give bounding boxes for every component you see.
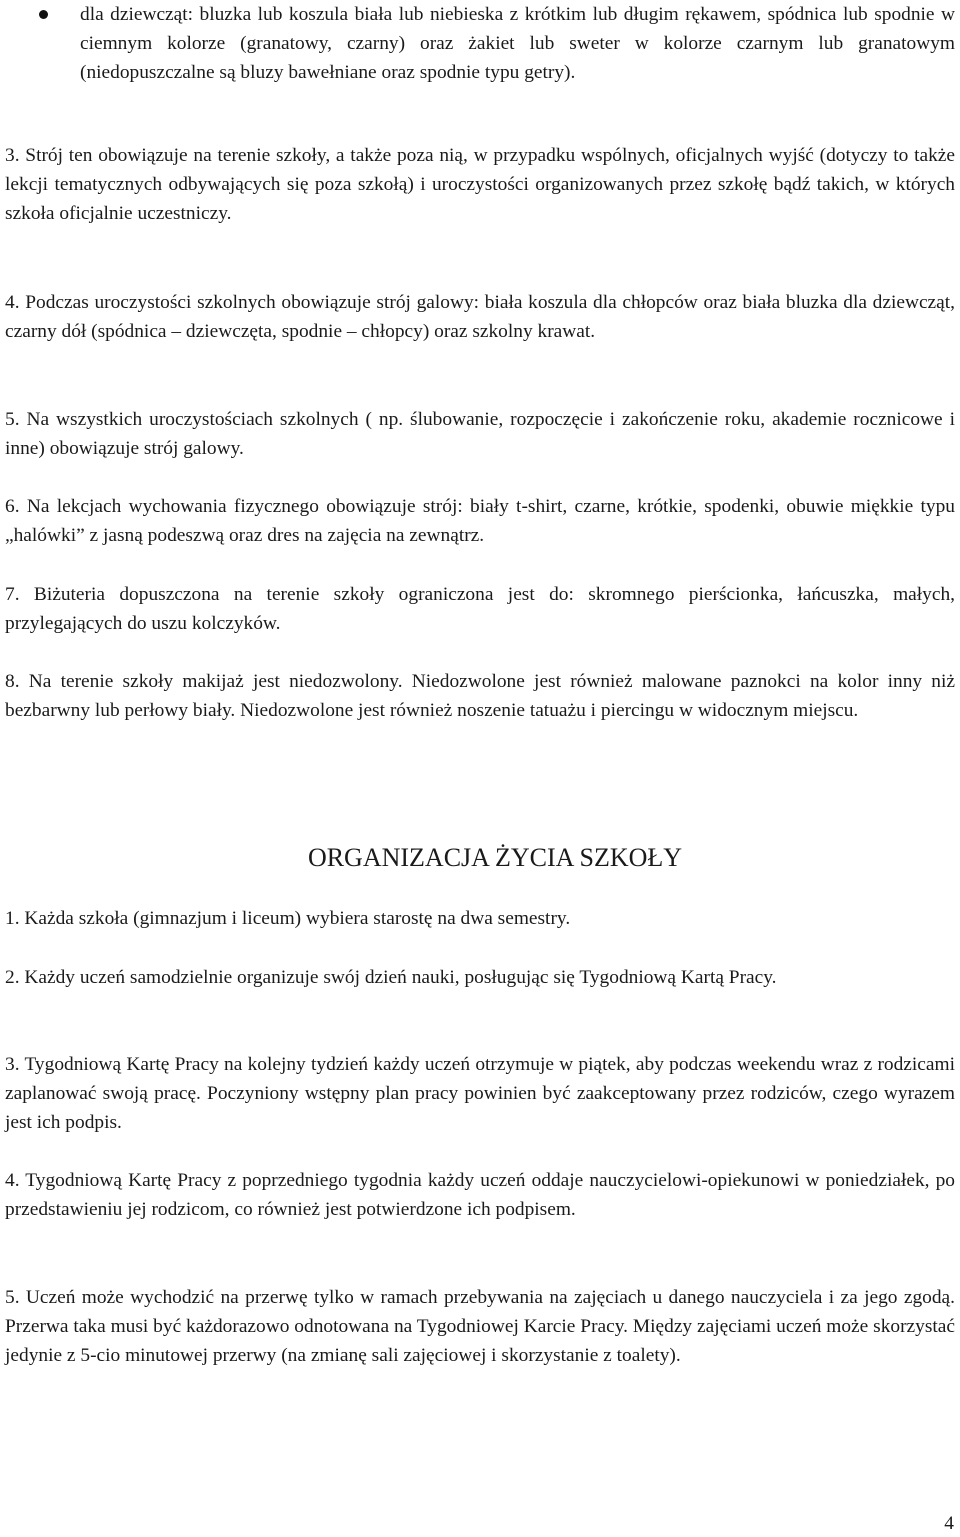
organization-rule-2: 2. Każdy uczeń samodzielnie organizuje swój dzień nauki, posługując się Tygodniową Kartą Pracy.: [5, 967, 777, 988]
organization-rule-3: 3. Tygodniową Kartę Pracy na kolejny tydzień każdy uczeń otrzymuje w piątek, aby podczas weekendu wraz z rodzicami zaplanować swoją pracę. Poczyniony wstępny plan pracy powinien być zaakceptowany przez rodziców, czego wyrazem jest ich podpis.: [5, 1054, 955, 1133]
dress-rule-4: 4. Podczas uroczystości szkolnych obowiązuje strój galowy: biała koszula dla chłopców oraz biała bluzka dla dziewcząt, czarny dół (spódnica – dziewczęta, spodnie – chłopcy) oraz szkolny krawat.: [5, 292, 955, 342]
dress-rule-3: 3. Strój ten obowiązuje na terenie szkoły, a także poza nią, w przypadku wspólnych, oficjalnych wyjść (dotyczy to także lekcji tematycznych odbywających się poza szkołą) i uroczystości organizowanych przez szkołę bądź takich, w których szkoła oficjalnie uczestniczy.: [5, 145, 955, 224]
section-heading: ORGANIZACJA ŻYCIA SZKOŁY: [307, 843, 683, 872]
bullet-icon: [39, 10, 48, 19]
page-number: 4: [944, 1513, 954, 1534]
organization-rule-1: 1. Każda szkoła (gimnazjum i liceum) wybiera starostę na dwa semestry.: [5, 908, 571, 929]
dress-rule-7: 7. Biżuteria dopuszczona na terenie szkoły ograniczona jest do: skromnego pierścionka, łańcuszka, małych, przylegających do uszu kolczyków.: [5, 584, 955, 634]
dress-rule-5: 5. Na wszystkich uroczystościach szkolnych ( np. ślubowanie, rozpoczęcie i zakończenie roku, akademie rocznicowe i inne) obowiązuje strój galowy.: [5, 409, 955, 459]
organization-rule-5: 5. Uczeń może wychodzić na przerwę tylko w ramach przebywania na zajęciach u danego nauczyciela i za jego zgodą. Przerwa taka musi być każdorazowo odnotowana na Tygodniowej Karcie Pracy. Między zajęciami uczeń może skorzystać jedynie z 5-cio minutowej przerwy (na zmianę sali zajęciowej i skorzystanie z toalety).: [5, 1287, 955, 1366]
bullet-item-text: dla dziewcząt: bluzka lub koszula biała lub niebieska z krótkim lub długim rękawem, spódnica lub spodnie w ciemnym kolorze (granatowy, czarny) oraz żakiet lub sweter w kolorze czarnym lub granatowym (niedopuszczalne są bluzy bawełniane oraz spodnie typu getry).: [80, 4, 955, 83]
dress-rule-6: 6. Na lekcjach wychowania fizycznego obowiązuje strój: biały t-shirt, czarne, krótkie, spodenki, obuwie miękkie typu „halówki” z jasną podeszwą oraz dres na zajęcia na zewnątrz.: [5, 496, 955, 546]
bullet-list-item: [0, 0, 960, 120]
dress-rule-8: 8. Na terenie szkoły makijaż jest niedozwolony. Niedozwolone jest również malowane paznokci na kolor inny niż bezbarwny lub perłowy biały. Niedozwolone jest również noszenie tatuażu i piercingu w widocznym miejscu.: [5, 671, 955, 721]
organization-rule-4: 4. Tygodniową Kartę Pracy z poprzedniego tygodnia każdy uczeń oddaje nauczycielowi-opiekunowi w poniedziałek, po przedstawieniu jej rodzicom, co również jest potwierdzone ich podpisem.: [5, 1170, 955, 1220]
